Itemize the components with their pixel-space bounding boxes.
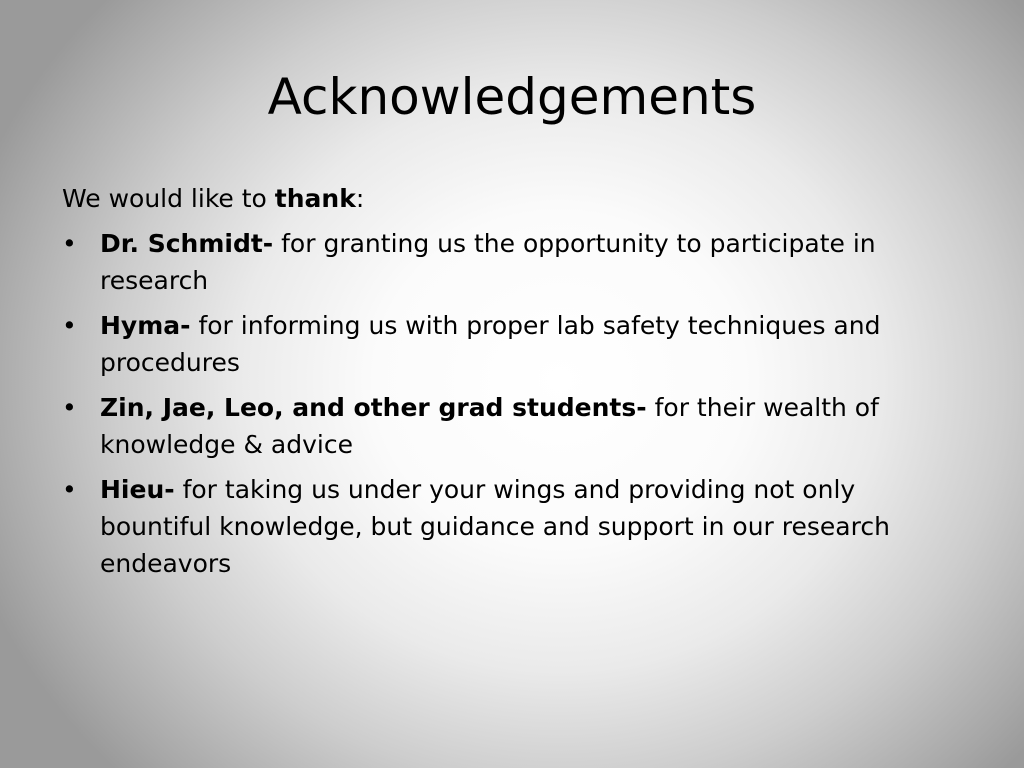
acknowledgement-item [62,389,962,463]
acknowledgement-text: for taking us under your wings and providing not only bountiful knowledge, but guidance and support in our research endeavors [100,475,890,578]
acknowledgement-text: for granting us the opportunity to participate in research [100,229,876,295]
acknowledgement-item [62,225,962,299]
acknowledgement-name: Hieu- [100,475,175,504]
intro-prefix: We would like to [62,184,275,213]
bullet-icon: • [62,393,77,422]
acknowledgement-text: for informing us with proper lab safety techniques and procedures [100,311,881,377]
bullet-icon: • [62,229,77,258]
acknowledgement-list [62,225,962,582]
bullet-icon: • [62,475,77,504]
slide-body [62,180,962,590]
acknowledgement-text: for their wealth of knowledge & advice [100,393,879,459]
acknowledgement-name: Zin, Jae, Leo, and other grad students- [100,393,647,422]
intro-suffix: : [355,184,365,213]
acknowledgement-name: Hyma- [100,311,191,340]
bullet-icon: • [62,311,77,340]
acknowledgement-item [62,471,962,582]
intro-emphasis: thank [274,184,356,213]
intro-line [62,180,962,217]
acknowledgement-item [62,307,962,381]
slide-title: Acknowledgements [267,68,757,126]
acknowledgement-name: Dr. Schmidt- [100,229,274,258]
